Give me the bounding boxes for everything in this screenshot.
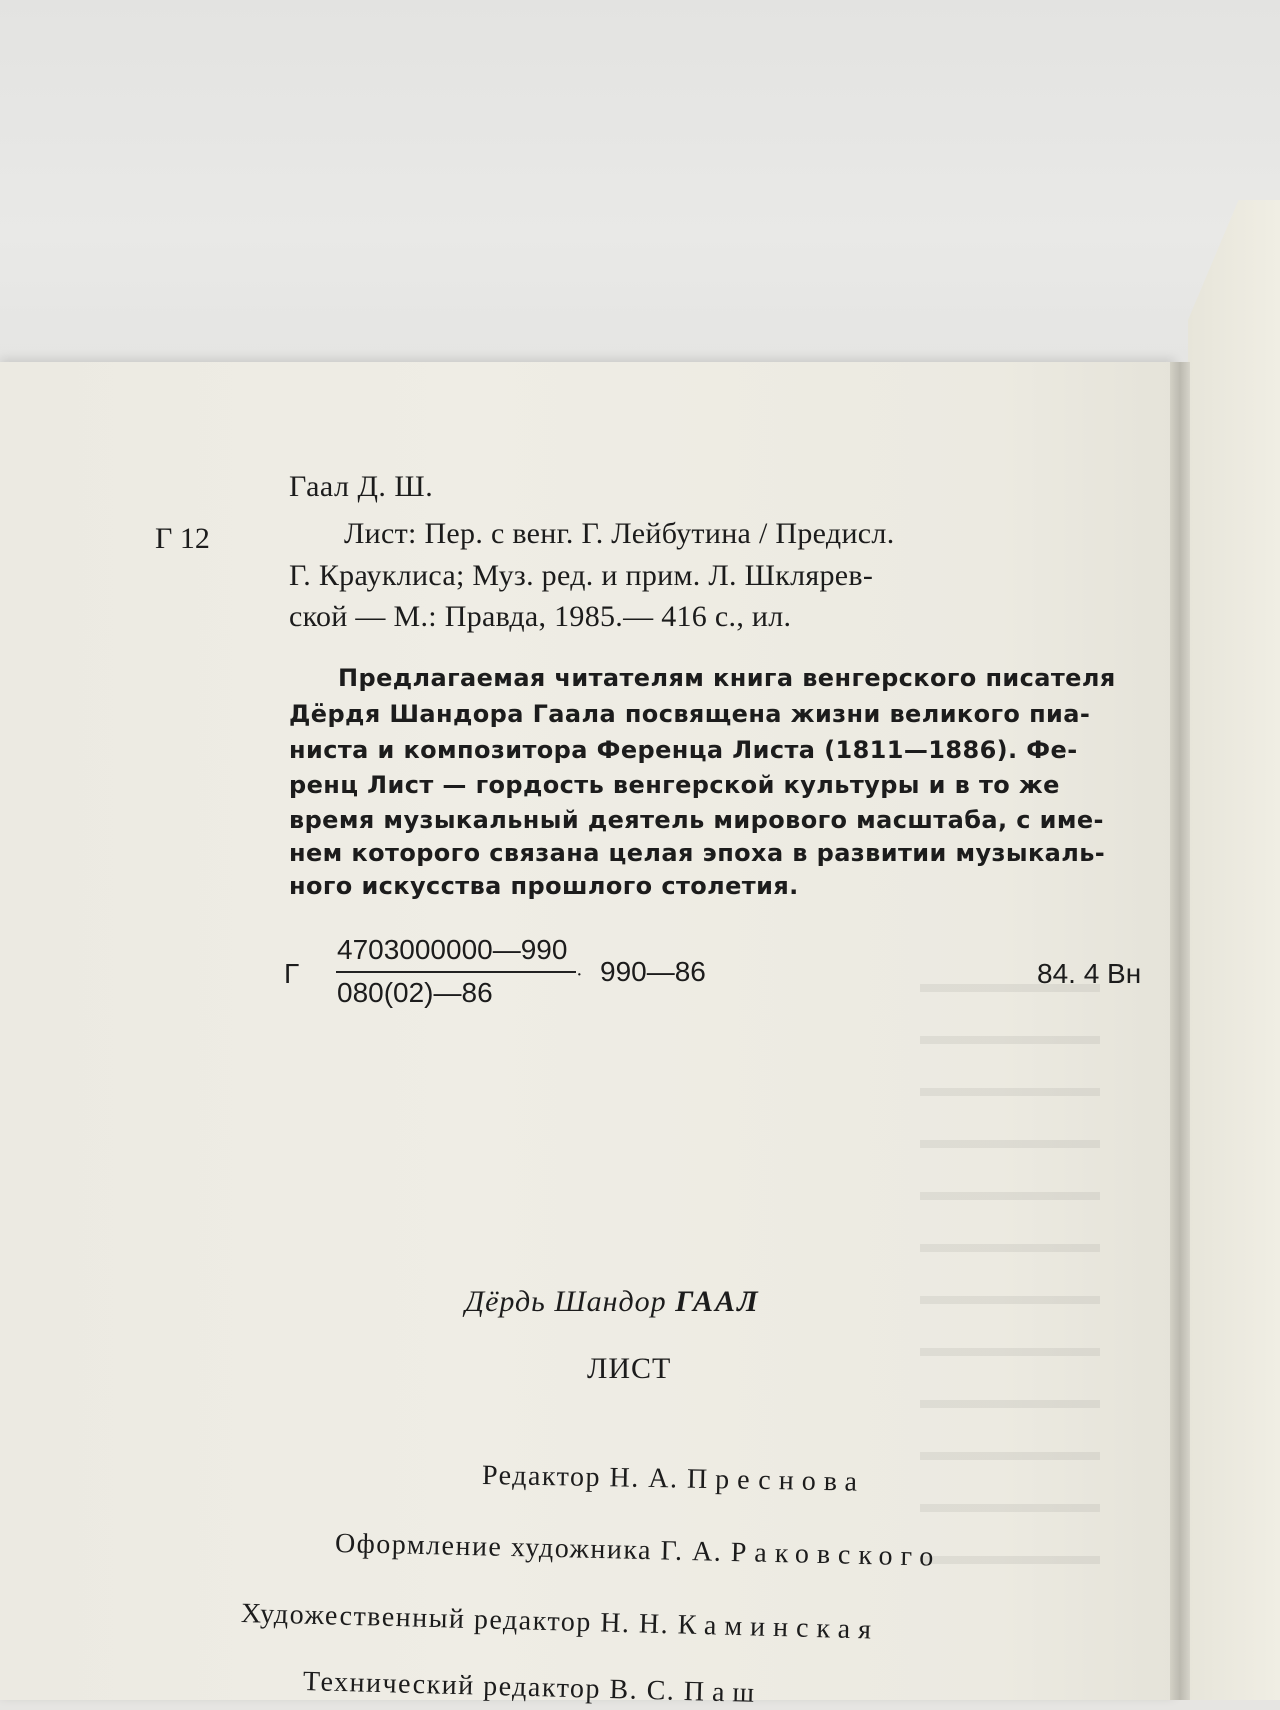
catalog-fraction-rule: [336, 971, 576, 973]
imprint-author: [465, 1285, 760, 1319]
annotation-line: Дёрдя Шандора Гаала посвящена жизни великого пиа-: [289, 700, 1091, 728]
annotation-line: ниста и композитора Ференца Листа (1811—1886). Фе-: [289, 736, 1078, 764]
catalog-dot: ·: [576, 964, 583, 986]
bbk-code: 84. 4 Вн: [1037, 958, 1142, 989]
entry-line: Г. Крауклиса; Муз. ред. и прим. Л. Шклярев-: [289, 559, 874, 592]
facing-page-edge: [1188, 200, 1280, 1700]
credit-initials: Н. Н.: [599, 1607, 670, 1641]
credit-line: [482, 1460, 866, 1499]
book-gutter: [1170, 362, 1190, 1700]
credit-surname: Каминская: [677, 1609, 880, 1646]
credit-role: Редактор: [481, 1460, 602, 1494]
author-heading: Гаал Д. Ш.: [289, 470, 434, 503]
annotation-line: нем которого связана целая эпоха в развитии музыкаль-: [289, 839, 1106, 867]
class-code: Г 12: [155, 522, 210, 555]
annotation-line: ного искусства прошлого столетия.: [289, 872, 799, 900]
credit-initials: Н. А.: [609, 1462, 679, 1495]
entry-line: Лист: Пер. с венг. Г. Лейбутина / Предисл.: [344, 517, 895, 550]
catalog-numerator: 4703000000—990: [337, 934, 568, 965]
imprint-book-title: ЛИСТ: [587, 1352, 672, 1385]
credit-role: Художественный редактор: [240, 1598, 593, 1639]
entry-line: ской — М.: Правда, 1985.— 416 с., ил.: [289, 600, 792, 633]
credit-surname: Раковского: [730, 1536, 942, 1573]
catalog-denominator: 080(02)—86: [337, 977, 493, 1008]
credit-surname: Преснова: [686, 1463, 866, 1498]
imprint-author-surname: ГААЛ: [675, 1285, 760, 1318]
credit-initials: Г. А.: [660, 1535, 723, 1568]
catalog-middle-code: 990—86: [600, 956, 706, 987]
annotation-line: время музыкальный деятель мирового масштаба, с име-: [289, 806, 1104, 834]
show-through-text: [920, 940, 1100, 1590]
credit-role: Оформление художника: [334, 1528, 653, 1567]
catalog-letter: Г: [284, 958, 300, 989]
annotation-line: ренц Лист — гордость венгерской культуры и в то же: [289, 771, 1060, 799]
credit-initials: В. С.: [609, 1674, 676, 1707]
background-surface: [0, 0, 1280, 390]
credit-role: Технический редактор: [302, 1666, 602, 1705]
credit-surname: Паш: [683, 1675, 763, 1710]
imprint-author-given: Дёрдь Шандор: [465, 1285, 667, 1318]
annotation-line: Предлагаемая читателям книга венгерского писателя: [338, 664, 1116, 692]
